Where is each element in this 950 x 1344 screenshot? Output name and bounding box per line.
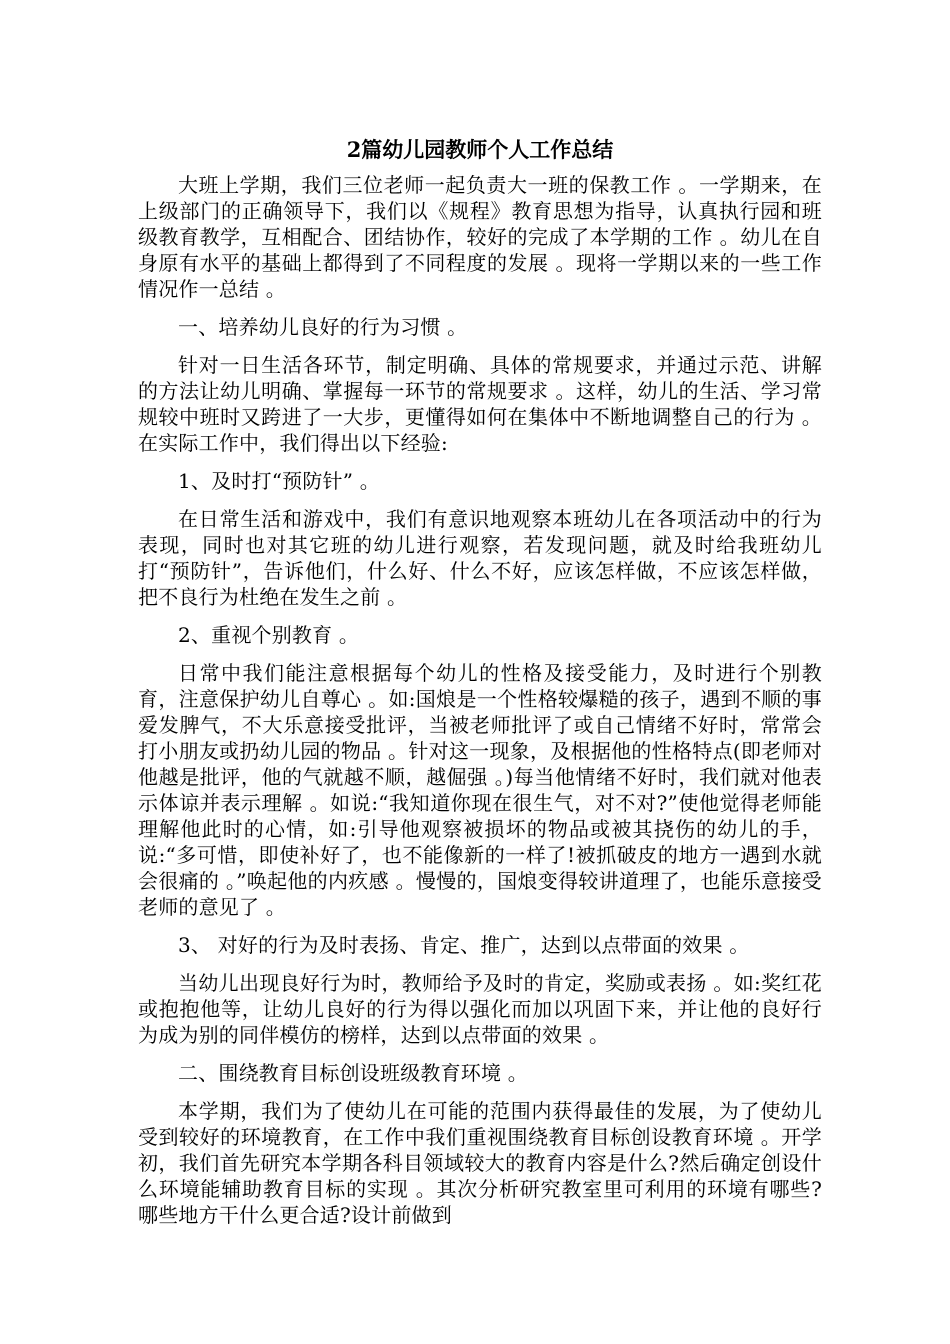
paragraph-individual-education: 日常中我们能注意根据每个幼儿的性格及接受能力，及时进行个别教育，注意保护幼儿自尊心 。如:国烺是一个性格较爆糙的孩子，遇到不顺的事爱发脾气，不大乐意接受批评，当被老师批评了或自己情绪不好时，常常会打小朋友或扔幼儿园的物品 。针对这一现象，及根据他的性格特点(即老师对他越是批评，他的气就越不顺，越倔强 。)每当他情绪不好时，我们就对他表示体谅并表示理解 。如说:“我知道你现在很生气，对不对?”使他觉得老师能理解他此时的心情，如:引导他观察被损坏的物品或被其挠伤的幼儿的手，说:“多可惜，即使补好了，也不能像新的一样了!被抓破皮的地方一遇到水就会很痛的 。”唤起他的内疚感 。慢慢的，国烺变得较讲道理了，也能乐意接受老师的意见了 。 xyxy=(138,661,822,919)
section-heading-environment: 二、围绕教育目标创设班级教育环境 。 xyxy=(178,1061,528,1085)
section-heading-behavior-habits: 一、培养幼儿良好的行为习惯 。 xyxy=(178,315,468,339)
subheading-individual-education: 2、重视个别教育 。 xyxy=(178,623,360,647)
paragraph-intro: 大班上学期，我们三位老师一起负责大一班的保教工作 。一学期来，在上级部门的正确领导下，我们以《规程》教育思想为指导，认真执行园和班级教育教学，互相配合、团结协作，较好的完成了本学期的工作 。幼儿在自身原有水平的基础上都得到了不同程度的发展 。现将一学期以来的一些工作情况作一总结 。 xyxy=(138,173,822,301)
document-title: 2篇幼儿园教师个人工作总结 xyxy=(346,137,614,162)
paragraph-praise: 当幼儿出现良好行为时，教师给予及时的肯定，奖励或表扬 。如:奖红花或抱抱他等，让幼儿良好的行为得以强化而加以巩固下来，并让他的良好行为成为别的同伴模仿的榜样，达到以点带面的效果 。 xyxy=(138,971,822,1047)
paragraph-routine-requirements: 针对一日生活各环节，制定明确、具体的常规要求，并通过示范、讲解的方法让幼儿明确、掌握每一环节的常规要求 。这样，幼儿的生活、学习常规较中班时又跨进了一大步，更懂得如何在集体中不断地调整自己的行为 。在实际工作中，我们得出以下经验: xyxy=(138,353,822,455)
subheading-praise: 3、 对好的行为及时表扬、肯定、推广，达到以点带面的效果 。 xyxy=(178,933,750,957)
paragraph-environment: 本学期，我们为了使幼儿在可能的范围内获得最佳的发展，为了使幼儿受到较好的环境教育，在工作中我们重视围绕教育目标创设教育环境 。开学初，我们首先研究本学期各科目领域较大的教育内容是什么?然后确定创设什么环境能辅助教育目标的实现 。其次分析研究教室里可利用的环境有哪些?哪些地方干什么更合适?设计前做到 xyxy=(138,1099,822,1227)
paragraph-prevention: 在日常生活和游戏中，我们有意识地观察本班幼儿在各项活动中的行为表现，同时也对其它班的幼儿进行观察，若发现问题，就及时给我班幼儿打“预防针”，告诉他们，什么好、什么不好，应该怎样做，不应该怎样做，把不良行为杜绝在发生之前 。 xyxy=(138,507,822,609)
subheading-prevention: 1、及时打“预防针” 。 xyxy=(178,469,380,493)
